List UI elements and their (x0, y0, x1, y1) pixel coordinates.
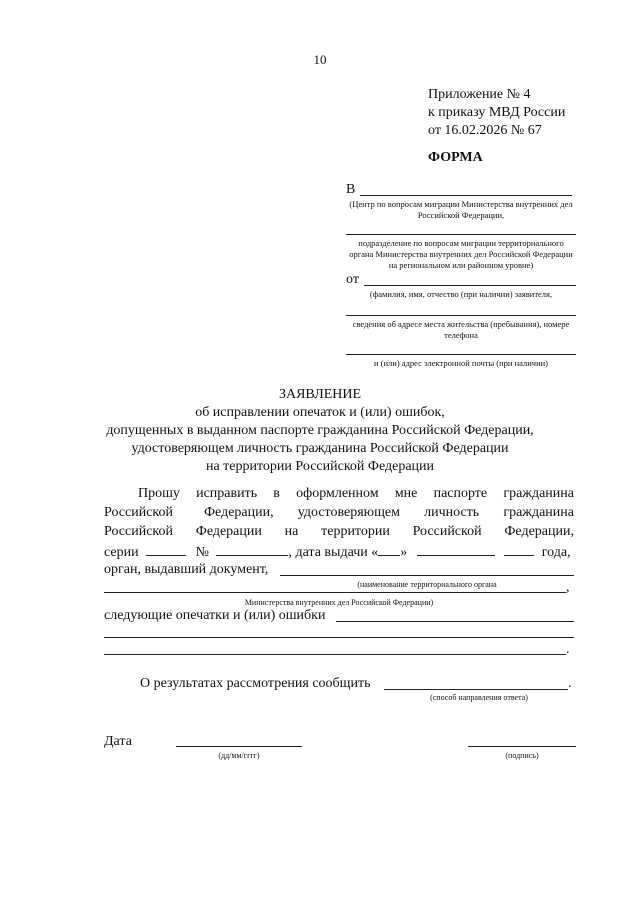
errors-field-3[interactable] (104, 654, 566, 655)
date-caption: (дд/мм/гггг) (218, 751, 260, 760)
para-line-2-rest: Федерации, удостоверяющем личность гражданина (204, 505, 574, 520)
to-prefix: В (346, 182, 356, 197)
address-caption: сведения об адресе места жительства (пребывания), номере телефона (352, 319, 570, 340)
appendix-line-2: к приказу МВД России (428, 105, 566, 120)
number-field[interactable] (216, 543, 288, 556)
subdivision-caption: подразделение по вопросам миграции территориального органа Министерства внутренних дел Российской Федерации на региональном или районном уровне) (349, 238, 573, 270)
from-caption: (фамилия, имя, отчество (при наличии) заявителя, (369, 289, 553, 299)
para-line-2 (104, 505, 574, 521)
para-line-2-first: Российской (104, 505, 173, 520)
title-line-4: удостоверяющем личность гражданина Российской Федерации (131, 441, 509, 456)
errors-comma: . (566, 642, 570, 657)
to-field[interactable] (360, 195, 572, 196)
issuer-comma: , (566, 580, 570, 595)
title-line-2: об исправлении опечаток и (или) ошибок, (195, 405, 445, 420)
appendix-block (428, 86, 565, 140)
errors-field-2[interactable] (104, 637, 574, 638)
email-field[interactable] (346, 354, 576, 355)
result-period: . (568, 676, 572, 691)
date-field[interactable] (176, 746, 302, 747)
series-label: серии (104, 545, 139, 560)
signature-caption: (подпись) (505, 751, 539, 760)
issuer-caption-2: Министерства внутренних дел Российской Федерации) (244, 598, 434, 607)
page-number: 10 (313, 52, 327, 67)
errors-field-1[interactable] (336, 621, 574, 622)
signature-field[interactable] (468, 746, 576, 747)
statement-title (0, 386, 640, 476)
issue-year-field[interactable] (504, 543, 534, 556)
para-line-3: Российской Федерации на территории Российской Федерации, (104, 524, 574, 539)
date-label: Дата (104, 734, 132, 749)
issue-day-field[interactable] (378, 543, 400, 556)
series-row (104, 543, 574, 561)
title-line-1: ЗАЯВЛЕНИЕ (278, 387, 362, 402)
result-field[interactable] (384, 689, 568, 690)
title-line-5: на территории Российской Федерации (205, 459, 435, 474)
issuer-caption: (наименование территориального органа (357, 580, 497, 589)
errors-label: следующие опечатки и (или) ошибки (104, 608, 326, 623)
address-field[interactable] (346, 315, 576, 316)
title-line-3: допущенных в выданном паспорте гражданина Российской Федерации, (106, 423, 534, 438)
number-label: № (195, 545, 209, 560)
from-prefix: от (346, 272, 359, 287)
email-caption: и (или) адрес электронной почты (при наличии) (374, 358, 548, 368)
subdivision-field[interactable] (346, 234, 576, 235)
appendix-line-3: от 16.02.2026 № 67 (428, 123, 542, 138)
issue-date-close: » (400, 545, 408, 560)
year-label: года, (541, 545, 571, 560)
issue-date-label: , дата выдачи « (288, 545, 379, 560)
issuer-field-2[interactable] (104, 592, 566, 593)
appendix-line-1: Приложение № 4 (428, 87, 531, 102)
series-field[interactable] (146, 543, 186, 556)
result-caption: (способ направления ответа) (430, 693, 528, 702)
issue-month-field[interactable] (417, 543, 495, 556)
para-line-1: Прошу исправить в оформленном мне паспорте гражданина (138, 486, 574, 501)
from-field[interactable] (364, 285, 576, 286)
result-label: О результатах рассмотрения сообщить (140, 676, 371, 691)
issuer-field[interactable] (280, 575, 574, 576)
form-label: ФОРМА (428, 150, 483, 165)
issuer-label: орган, выдавший документ, (104, 562, 269, 577)
to-caption: (Центр по вопросам миграции Министерства внутренних дел Российской Федерации, (349, 199, 573, 220)
